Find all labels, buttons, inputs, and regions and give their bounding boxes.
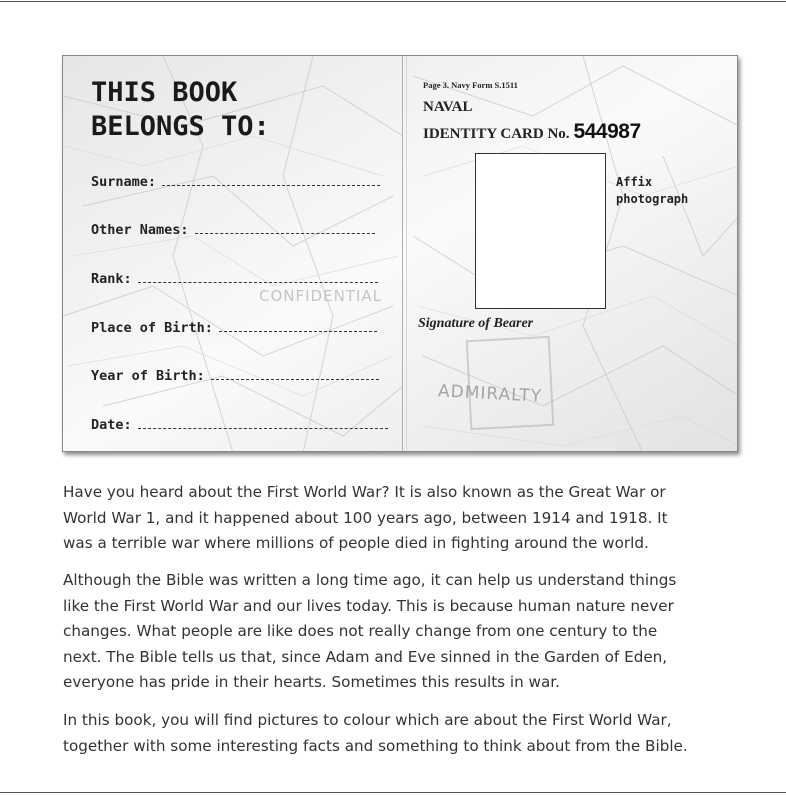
naval-identity-card xyxy=(62,55,738,452)
navy-form-reference: Page 3. Navy Form S.1511 xyxy=(423,80,518,90)
belongs-line-2: BELONGS TO: xyxy=(91,111,270,142)
signature-of-bearer-label: Signature of Bearer xyxy=(418,316,534,331)
place-of-birth-label: Place of Birth: xyxy=(91,320,213,336)
paragraph-line: was a terrible war where millions of people died in fighting around the world. xyxy=(63,534,649,552)
paragraph-line: everyone has pride in their hearts. Sometimes this results in war. xyxy=(63,673,560,691)
top-rule xyxy=(0,1,786,2)
place-of-birth-line xyxy=(219,331,377,332)
year-of-birth-field[interactable] xyxy=(91,368,379,388)
book-contents-paragraph xyxy=(63,708,743,759)
card-fold-shadow xyxy=(406,56,407,452)
paragraph-line: together with some interesting facts and something to think about from the Bible. xyxy=(63,736,688,755)
place-of-birth-field[interactable] xyxy=(91,320,377,340)
rank-label: Rank: xyxy=(91,271,132,287)
year-of-birth-line xyxy=(211,379,379,380)
paragraph-line: changes. What people are like does not really change from one century to the xyxy=(63,622,658,640)
surname-line xyxy=(162,185,380,186)
bottom-rule xyxy=(0,792,786,793)
paragraph-line: like the First World War and our lives today. This is because human nature never xyxy=(63,596,674,615)
date-label: Date: xyxy=(91,417,132,433)
paragraph-line: Although the Bible was written a long time ago, it can help us understand things xyxy=(63,571,677,589)
surname-label: Surname: xyxy=(91,174,157,190)
paragraph-line: World War 1, and it happened about 100 years ago, between 1914 and 1918. It xyxy=(63,508,668,527)
bible-paragraph xyxy=(63,568,743,696)
paragraph-line: Have you heard about the First World War? It is also known as the Great War or xyxy=(63,483,666,501)
identity-card-label: IDENTITY CARD No. xyxy=(423,126,570,142)
other-names-field[interactable] xyxy=(91,222,375,242)
belongs-line-1: THIS BOOK xyxy=(91,77,238,108)
rank-line xyxy=(138,282,378,283)
admiralty-stamp: ADMIRALTY xyxy=(437,381,543,407)
date-field[interactable] xyxy=(91,417,388,437)
intro-paragraph xyxy=(63,480,743,557)
paragraph-line: In this book, you will find pictures to colour which are about the First World War, xyxy=(63,711,672,729)
paragraph-line: next. The Bible tells us that, since Adam and Eve sinned in the Garden of Eden, xyxy=(63,647,668,666)
other-names-line xyxy=(195,233,375,234)
faint-confidential-stamp: CONFIDENTIAL xyxy=(259,287,383,305)
identity-card-heading xyxy=(423,120,641,144)
identity-card-number: 544987 xyxy=(573,120,641,143)
photograph-box[interactable] xyxy=(475,153,606,309)
surname-field[interactable] xyxy=(91,174,380,194)
year-of-birth-label: Year of Birth: xyxy=(91,368,205,384)
naval-heading: NAVAL xyxy=(423,99,473,115)
belongs-heading xyxy=(91,76,270,144)
other-names-label: Other Names: xyxy=(91,222,189,238)
affix-photograph-label: Affix photograph xyxy=(616,175,689,206)
date-line xyxy=(138,428,388,429)
card-fold-line xyxy=(402,56,403,452)
